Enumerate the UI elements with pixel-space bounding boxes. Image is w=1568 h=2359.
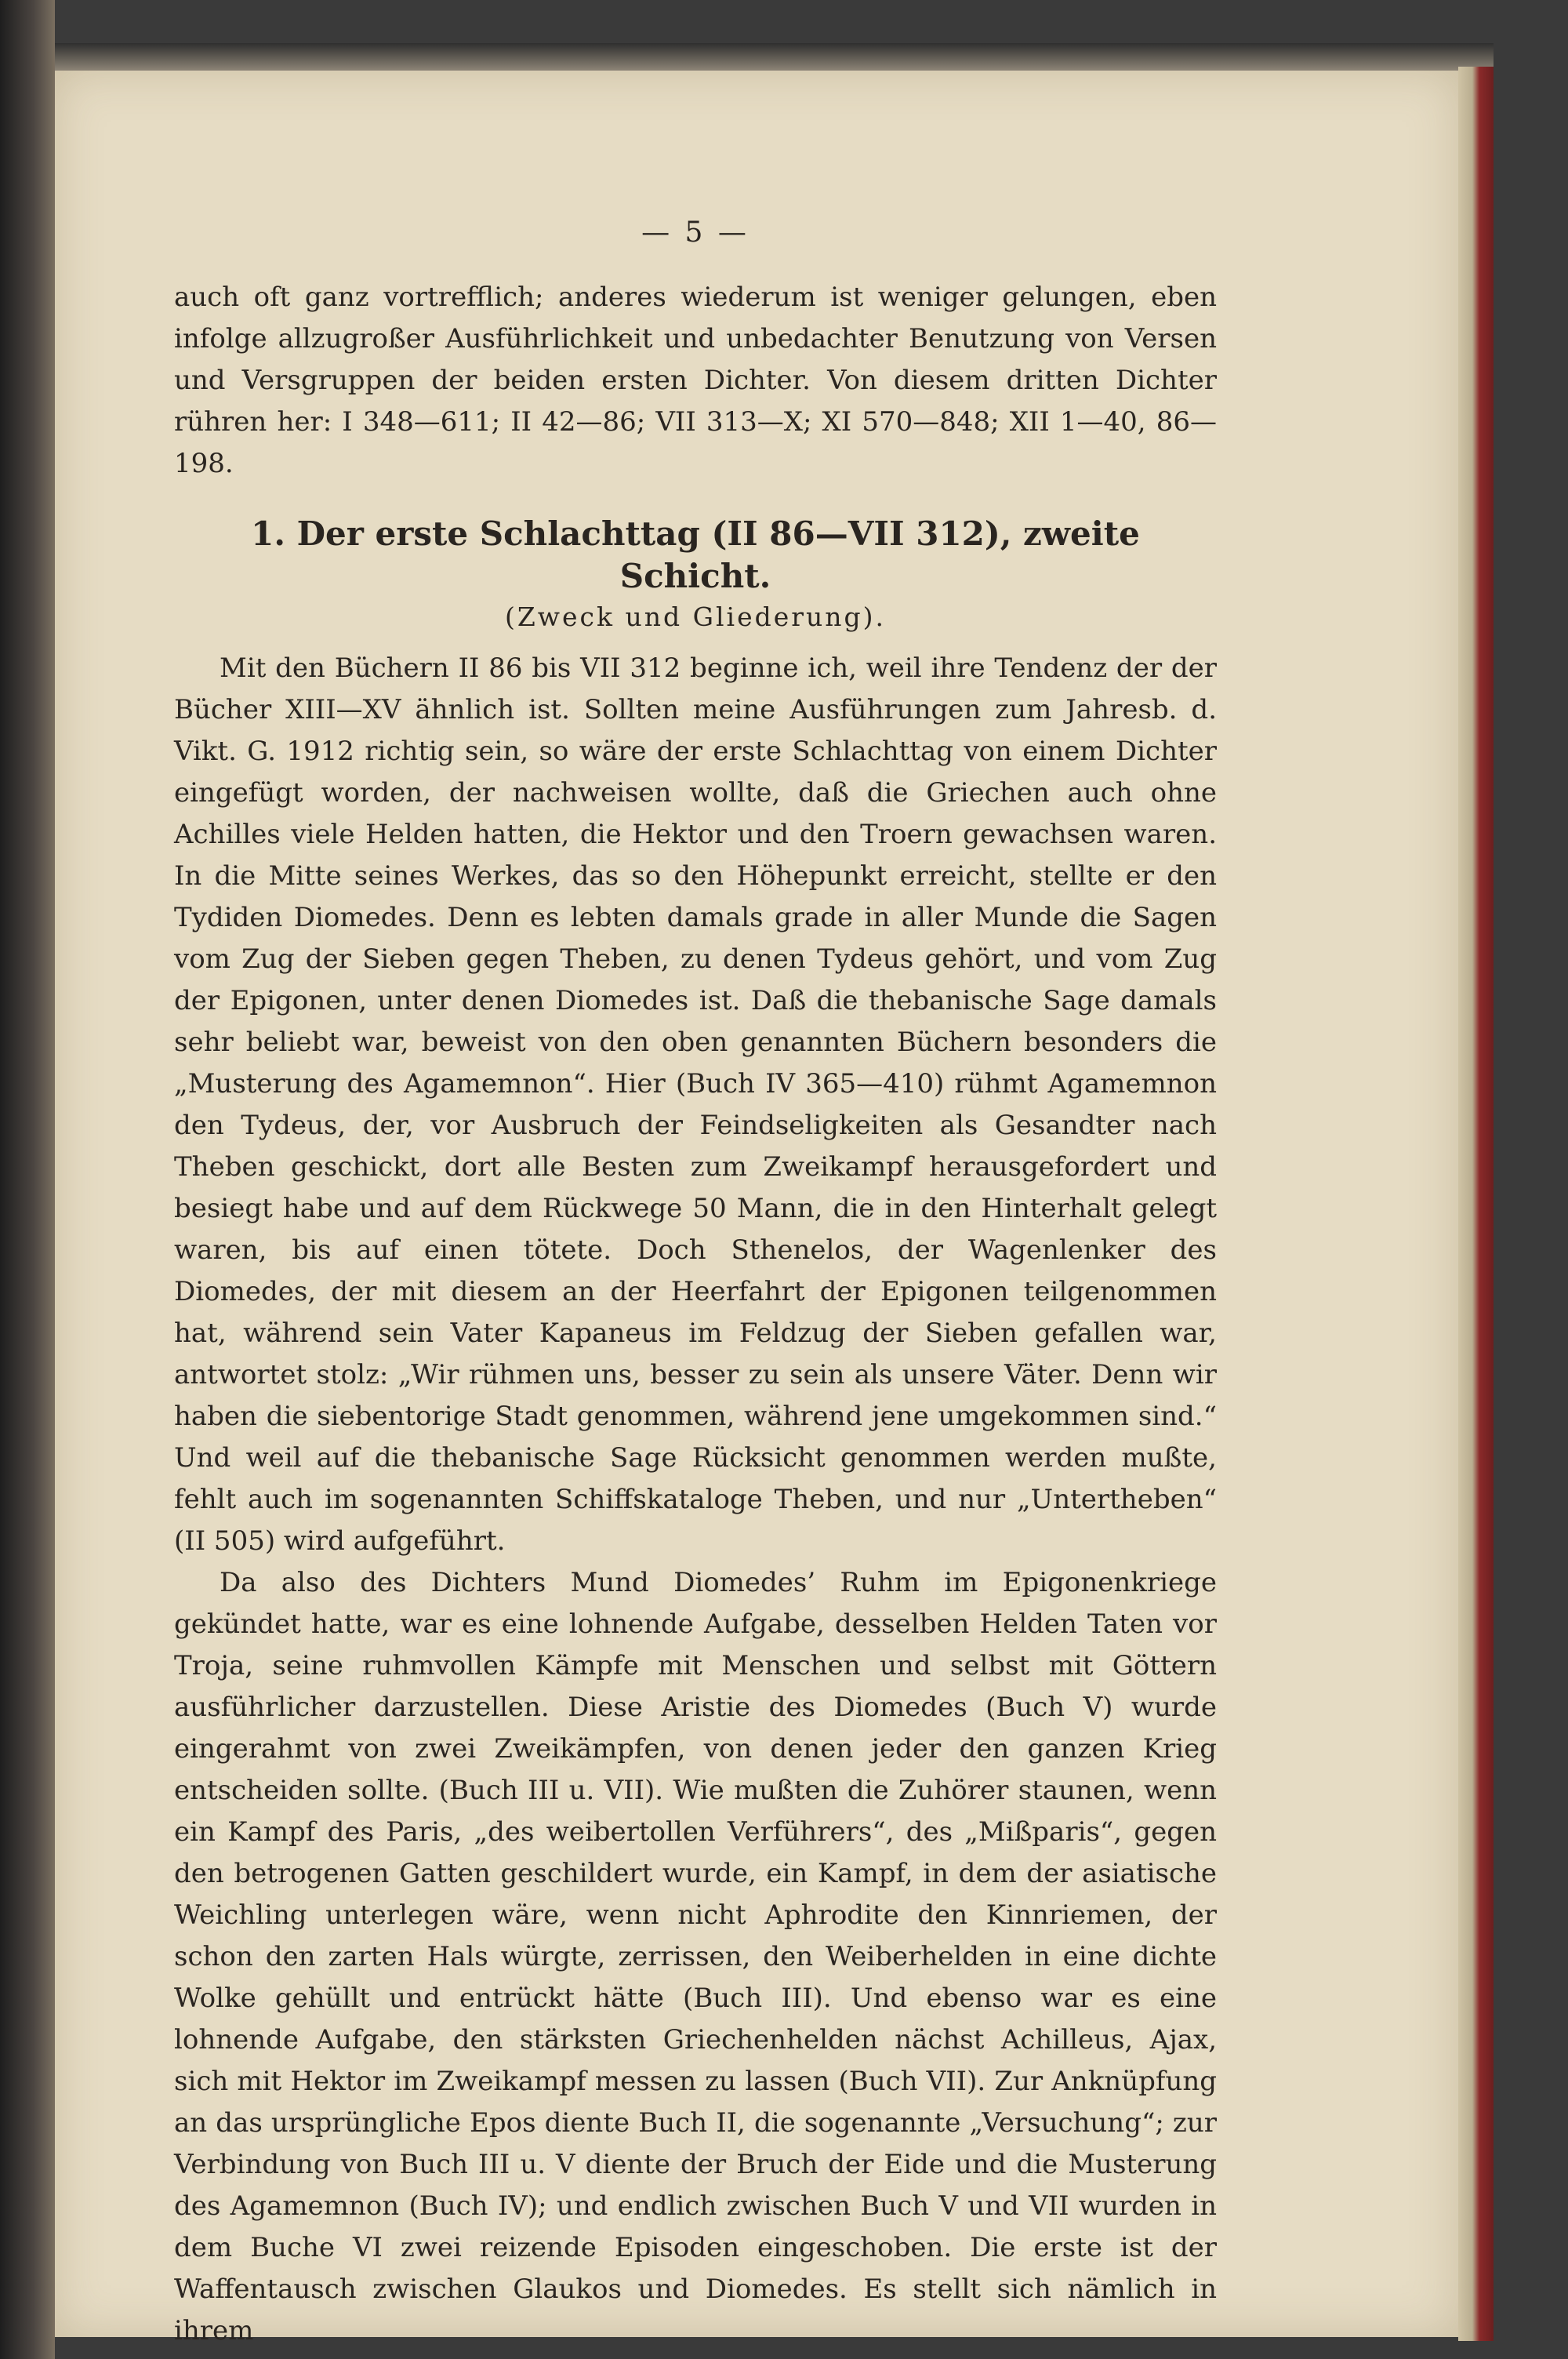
page-top-edge <box>55 43 1494 75</box>
page-stack-edge <box>1458 67 1494 2341</box>
section-heading: 1. Der erste Schlachttag (II 86—VII 312), zweite Schicht. <box>251 514 1140 595</box>
book-spine-shadow <box>0 0 55 2359</box>
intro-paragraph: auch oft ganz vortrefflich; anderes wiederum ist weniger gelungen, eben infolge allzugroßer Ausführlichkeit und unbedachter Benutzung von Versen und Versgruppen der beiden ersten Dichter. Von diesem dritten Dichter rühren her: I 348—611; II 42—86; VII 313—X; XI 570—848; XII 1—40, 86—198. <box>174 282 1217 479</box>
page-number: — 5 — <box>641 216 750 249</box>
body-paragraph-1: Mit den Büchern II 86 bis VII 312 beginne ich, weil ihre Tendenz der der Bücher XIII—XV ähnlich ist. Sollten meine Ausführungen zum Jahresb. d. Vikt. G. 1912 richtig sein, so wäre der erste Schlachttag von einem Dichter eingefügt worden, der nachweisen wollte, daß die Griechen auch ohne Achilles viele Helden hatten, die Hektor und den Troern gewachsen waren. In die Mitte seines Werkes, das so den Höhepunkt erreicht, stellte er den Tydiden Diomedes. Denn es lebten damals grade in aller Munde die Sagen vom Zug der Sieben gegen Theben, zu denen Tydeus gehört, und vom Zug der Epigonen, unter denen Diomedes ist. Daß die thebanische Sage damals sehr beliebt war, beweist von den oben genannten Büchern besonders die „Musterung des Agamemnon“. Hier (Buch IV 365—410) rühmt Agamemnon den Tydeus, der, vor Ausbruch der Feindseligkeiten als Gesandter nach Theben geschickt, dort alle Besten zum Zweikampf herausgefordert und besiegt habe und auf dem Rückwege 50 Mann, die in den Hinterhalt gelegt waren, bis auf einen tötete. Doch Sthenelos, der Wagenlenker des Diomedes, der mit diesem an der Heerfahrt der Epigonen teilgenommen hat, während sein Vater Kapaneus im Feldzug der Sieben gefallen war, antwortet stolz: „Wir rühmen uns, besser zu sein als unsere Väter. Denn wir haben die siebentorige Stadt genommen, während jene umgekommen sind.“ Und weil auf die thebanische Sage Rücksicht genommen werden mußte, fehlt auch im sogenannten Schiffskataloge Theben, und nur „Untertheben“ (II 505) wird aufgeführt. <box>174 652 1217 1557</box>
section-subheading: (Zweck und Gliederung). <box>504 602 887 632</box>
body-paragraph-2: Da also des Dichters Mund Diomedes’ Ruhm im Epigonenkriege gekündet hatte, war es eine lohnende Aufgabe, desselben Helden Taten vor Troja, seine ruhmvollen Kämpfe mit Menschen und selbst mit Göttern ausführlicher darzustellen. Diese Aristie des Diomedes (Buch V) wurde eingerahmt von zwei Zweikämpfen, von denen jeder den ganzen Krieg entscheiden sollte. (Buch III u. VII). Wie mußten die Zuhörer staunen, wenn ein Kampf des Paris, „des weibertollen Verführers“, des „Mißparis“, gegen den betrogenen Gatten geschildert wurde, ein Kampf, in dem der asiatische Weichling unterlegen wäre, wenn nicht Aphrodite den Kinnriemen, der schon den zarten Hals würgte, zerrissen, den Weiberhelden in eine dichte Wolke gehüllt und entrückt hätte (Buch III). Und ebenso war es eine lohnende Aufgabe, den stärksten Griechenhelden nächst Achilleus, Ajax, sich mit Hektor im Zweikampf messen zu lassen (Buch VII). Zur Anknüpfung an das ursprüngliche Epos diente Buch II, die sogenannte „Versuchung“; zur Verbindung von Buch III u. V diente der Bruch der Eide und die Musterung des Agamemnon (Buch IV); und endlich zwischen Buch V und VII wurden in dem Buche VI zwei reizende Episoden eingeschoben. Die erste ist der Waffentausch zwischen Glaukos und Diomedes. Es stellt sich nämlich in ihrem <box>174 1567 1217 2346</box>
page-text-block <box>174 212 1217 2352</box>
